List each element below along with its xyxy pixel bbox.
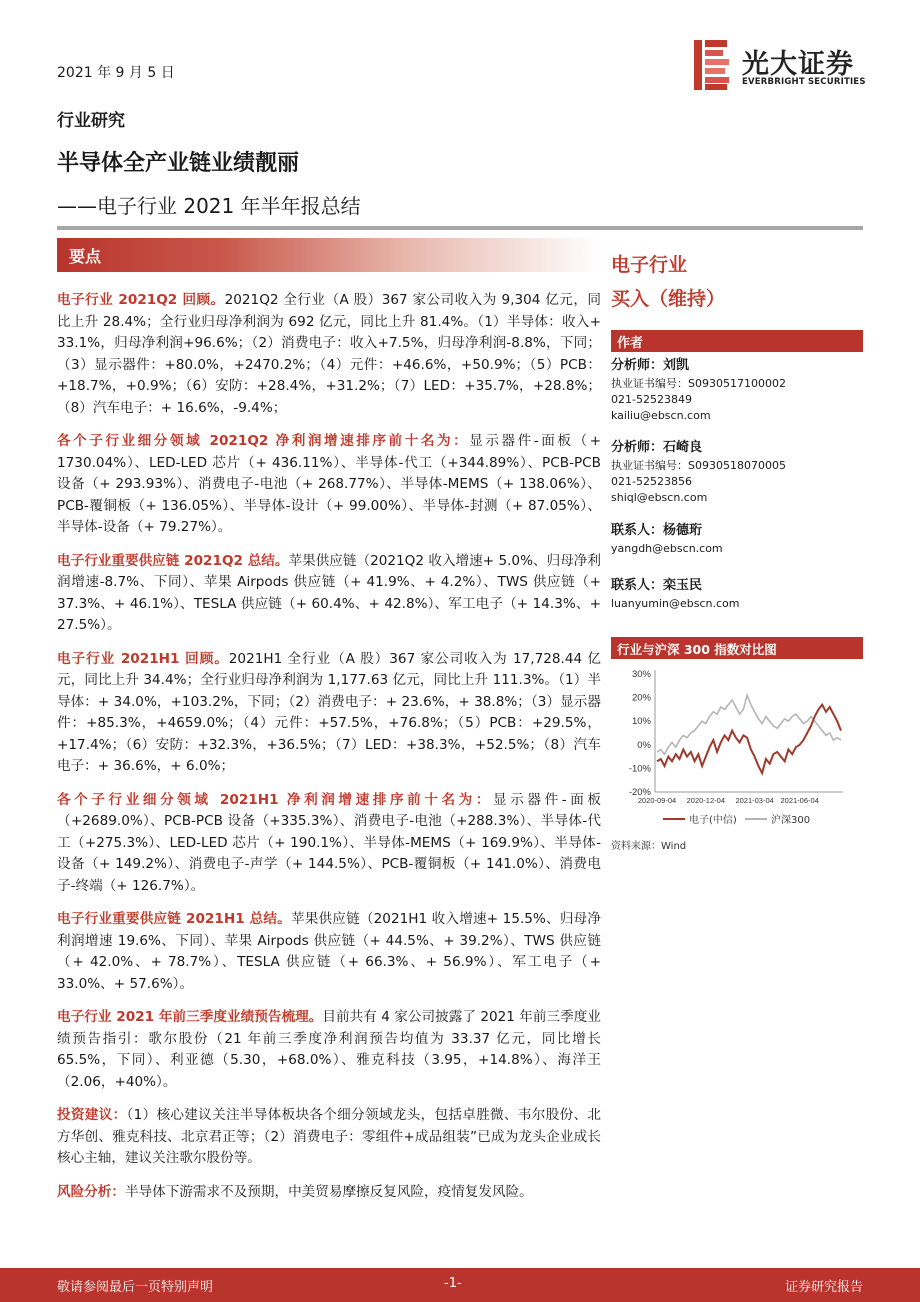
report-title: 半导体全产业链业绩靓丽 bbox=[57, 151, 300, 176]
series-line-electronics bbox=[657, 705, 841, 773]
sidebar-rating: 买入（维持） bbox=[611, 288, 726, 310]
paragraph-lead: 电子行业 2021Q2 回顾。 bbox=[57, 292, 225, 308]
paragraph-text: 苹果供应链（2021H1 收入增速+ 15.5%、归母净利润增速 19.6%、下同）、苹果 Airpods 供应链（+ 44.5%、+ 39.2%）、TWS 供应链（+ 42.0%、+ 78.7%）、TESLA 供应链（+ 66.3%、+ 56.9%）、军工电子（+ 33.0%、+ 57.6%）。 bbox=[57, 911, 601, 992]
paragraph bbox=[57, 290, 601, 419]
paragraph-text: 2021Q2 全行业（A 股）367 家公司收入为 9,304 亿元，同比上升 28.4%；全行业归母净利润为 692 亿元，同比上升 81.4%。（1）半导体：收入+ 33.1%，归母净利润+96.6%；（2）消费电子：收入+7.5%，归母净利润-8.8%，下同；（3）显示器件：+80.0%，+2470.2%；（4）元件：+46.6%，+50.9%；（5）PCB：+18.7%，+0.9%；（6）安防：+28.4%，+31.2%；（7）LED：+35.7%，+28.8%；（8）汽车电子：+ 16.6%，-9.4%； bbox=[57, 292, 601, 416]
paragraph bbox=[57, 1105, 601, 1170]
report-date: 2021 年 9 月 5 日 bbox=[57, 65, 175, 81]
paragraph-text: 显示器件-面板（+ 1730.04%）、LED-LED 芯片（+ 436.11%）、半导体-代工（+344.89%）、PCB-PCB 设备（+ 293.93%）、消费电子-电池（+ 268.77%）、半导体-MEMS（+ 138.06%）、PCB-覆铜板（+ 136.05%）、半导体-设计（+ 99.00%）、半导体-封测（+ 87.05%）、半导体-设备（+ 79.27%）。 bbox=[57, 433, 602, 535]
x-tick-label: 2021-03-04 bbox=[735, 796, 774, 805]
header-divider bbox=[57, 226, 863, 230]
author-header bbox=[611, 330, 863, 352]
analyst-phone: 021-52523849 bbox=[611, 393, 692, 406]
analyst-phone: 021-52523856 bbox=[611, 475, 692, 488]
paragraph-lead: 电子行业重要供应链 2021H1 总结。 bbox=[57, 911, 291, 927]
paragraph-text: 2021H1 全行业（A 股）367 家公司收入为 17,728.44 亿元，同比上升 34.4%；全行业归母净利润为 1,177.63 亿元，同比上升 111.3%。（1）半导体：+ 34.0%，+103.2%，下同；（2）消费电子：+ 23.6%，+ 38.8%；（3）显示器件：+85.3%，+4659.0%；（4）元件：+57.5%，+76.8%；（5）PCB：+29.5%，+17.4%；（6）安防：+32.3%，+36.5%；（7）LED：+38.3%，+52.5%；（8）汽车电子：+ 36.6%，+ 6.0%； bbox=[57, 650, 602, 774]
x-tick-label: 2020-12-04 bbox=[686, 796, 726, 805]
chart-header bbox=[611, 637, 863, 659]
brand-logo bbox=[694, 40, 864, 92]
footer-report-type: 证券研究报告 bbox=[784, 1280, 863, 1295]
page-number: -1- bbox=[444, 1276, 462, 1291]
paragraph-text: 苹果供应链（2021Q2 收入增速+ 5.0%、归母净利润增速-8.7%、下同）、苹果 Airpods 供应链（+ 41.9%、+ 4.2%）、TWS 供应链（+ 37.3%、+ 46.1%）、TESLA 供应链（+ 60.4%、+ 42.8%）、军工电子（+ 14.3%、+ 27.5%）。 bbox=[57, 552, 601, 633]
analyst-name: 分析师：石崎良 bbox=[611, 440, 703, 455]
paragraph-text: 目前共有 4 家公司披露了 2021 年前三季度业绩预告指引：歌尔股份（21 年前三季度净利润预告均值为 33.37 亿元，同比增长 65.5%，下同）、利亚德（5.30，+68.0%）、雅克科技（3.95，+14.8%）、海洋王（2.06，+40%）。 bbox=[57, 1009, 601, 1090]
contact-email[interactable]: yangdh@ebscn.com bbox=[611, 542, 723, 555]
x-tick-label: 2021-06-04 bbox=[780, 796, 819, 805]
brand-name-en: EVERBRIGHT SECURITIES bbox=[742, 77, 866, 87]
paragraph bbox=[57, 431, 601, 539]
paragraph bbox=[57, 649, 601, 778]
report-category: 行业研究 bbox=[57, 111, 125, 131]
y-tick-label: 20% bbox=[631, 692, 651, 704]
legend-label: 沪深300 bbox=[771, 815, 811, 826]
contact-email[interactable]: luanyumin@ebscn.com bbox=[611, 597, 740, 610]
y-tick-label: -20% bbox=[628, 787, 651, 798]
legend-label: 电子(中信) bbox=[689, 815, 737, 826]
contact-card bbox=[611, 576, 739, 612]
y-tick-label: 0% bbox=[637, 739, 651, 751]
paragraph bbox=[57, 1182, 601, 1204]
paragraph-text: （1）核心建议关注半导体板块各个细分领域龙头，包括卓胜微、韦尔股份、北方华创、雅克科技、北京君正等；（2）消费电子：零组件+成品组装”已成为龙头企业成长核心主轴，建议关注歌尔股份等。 bbox=[57, 1107, 601, 1166]
analyst-email[interactable]: kailiu@ebscn.com bbox=[611, 409, 711, 422]
y-tick-label: 30% bbox=[631, 669, 651, 680]
paragraph-lead: 电子行业 2021H1 回顾。 bbox=[57, 650, 229, 667]
analyst-card bbox=[611, 356, 786, 424]
y-tick-label: -10% bbox=[628, 763, 651, 775]
keypoints-header bbox=[57, 238, 601, 272]
chart-header-label: 行业与沪深 300 指数对比图 bbox=[617, 642, 777, 657]
chart-source: 资料来源：Wind bbox=[611, 841, 687, 852]
report-subtitle: ——电子行业 2021 年半年报总结 bbox=[57, 194, 361, 218]
paragraph-text: 半导体下游需求不及预期，中美贸易摩擦反复风险，疫情复发风险。 bbox=[124, 1183, 533, 1200]
footer-disclaimer: 敬请参阅最后一页特别声明 bbox=[57, 1280, 214, 1295]
keypoints-label: 要点 bbox=[69, 247, 102, 266]
report-body bbox=[57, 290, 601, 1215]
page-footer bbox=[0, 1268, 920, 1302]
x-tick-label: 2020-09-04 bbox=[637, 796, 677, 805]
paragraph bbox=[57, 551, 601, 637]
author-header-label: 作者 bbox=[617, 336, 644, 351]
analyst-card bbox=[611, 438, 786, 506]
analyst-cert: 执业证书编号：S0930518070005 bbox=[611, 459, 786, 472]
index-comparison-chart bbox=[611, 662, 863, 832]
paragraph-lead: 电子行业重要供应链 2021Q2 总结。 bbox=[57, 552, 289, 569]
contact-card bbox=[611, 521, 723, 557]
paragraph bbox=[57, 790, 601, 898]
analyst-cert: 执业证书编号：S0930517100002 bbox=[611, 377, 786, 390]
paragraph bbox=[57, 909, 601, 995]
paragraph-text: 显示器件-面板（+2689.0%）、PCB-PCB 设备（+335.3%）、消费电子-电池（+288.3%）、半导体-代工（+275.3%）、LED-LED 芯片（+ 190.1%）、半导体-MEMS（+ 169.9%）、半导体-设备（+ 149.2%）、消费电子-声学（+ 144.5%）、PCB-覆铜板（+ 141.0%）、消费电子-终端（+ 126.7%）。 bbox=[57, 791, 601, 894]
paragraph-lead: 风险分析： bbox=[57, 1183, 125, 1200]
paragraph-lead: 各个子行业细分领域 2021Q2 净利润增速排序前十名为： bbox=[57, 433, 470, 449]
contact-name: 联系人：杨德珩 bbox=[611, 523, 703, 538]
paragraph bbox=[57, 1007, 601, 1093]
brand-name-cn: 光大证券 bbox=[742, 49, 854, 80]
paragraph-lead: 投资建议： bbox=[57, 1107, 127, 1123]
sidebar-industry: 电子行业 bbox=[611, 254, 688, 276]
paragraph-lead: 电子行业 2021 年前三季度业绩预告梳理。 bbox=[57, 1009, 323, 1025]
analyst-name: 分析师：刘凯 bbox=[611, 358, 690, 373]
paragraph-lead: 各个子行业细分领域 2021H1 净利润增速排序前十名为： bbox=[57, 791, 494, 808]
contact-name: 联系人：栾玉民 bbox=[611, 578, 703, 593]
analyst-email[interactable]: shiql@ebscn.com bbox=[611, 491, 708, 504]
y-tick-label: 10% bbox=[631, 716, 651, 728]
everbright-logo-icon bbox=[694, 40, 730, 90]
